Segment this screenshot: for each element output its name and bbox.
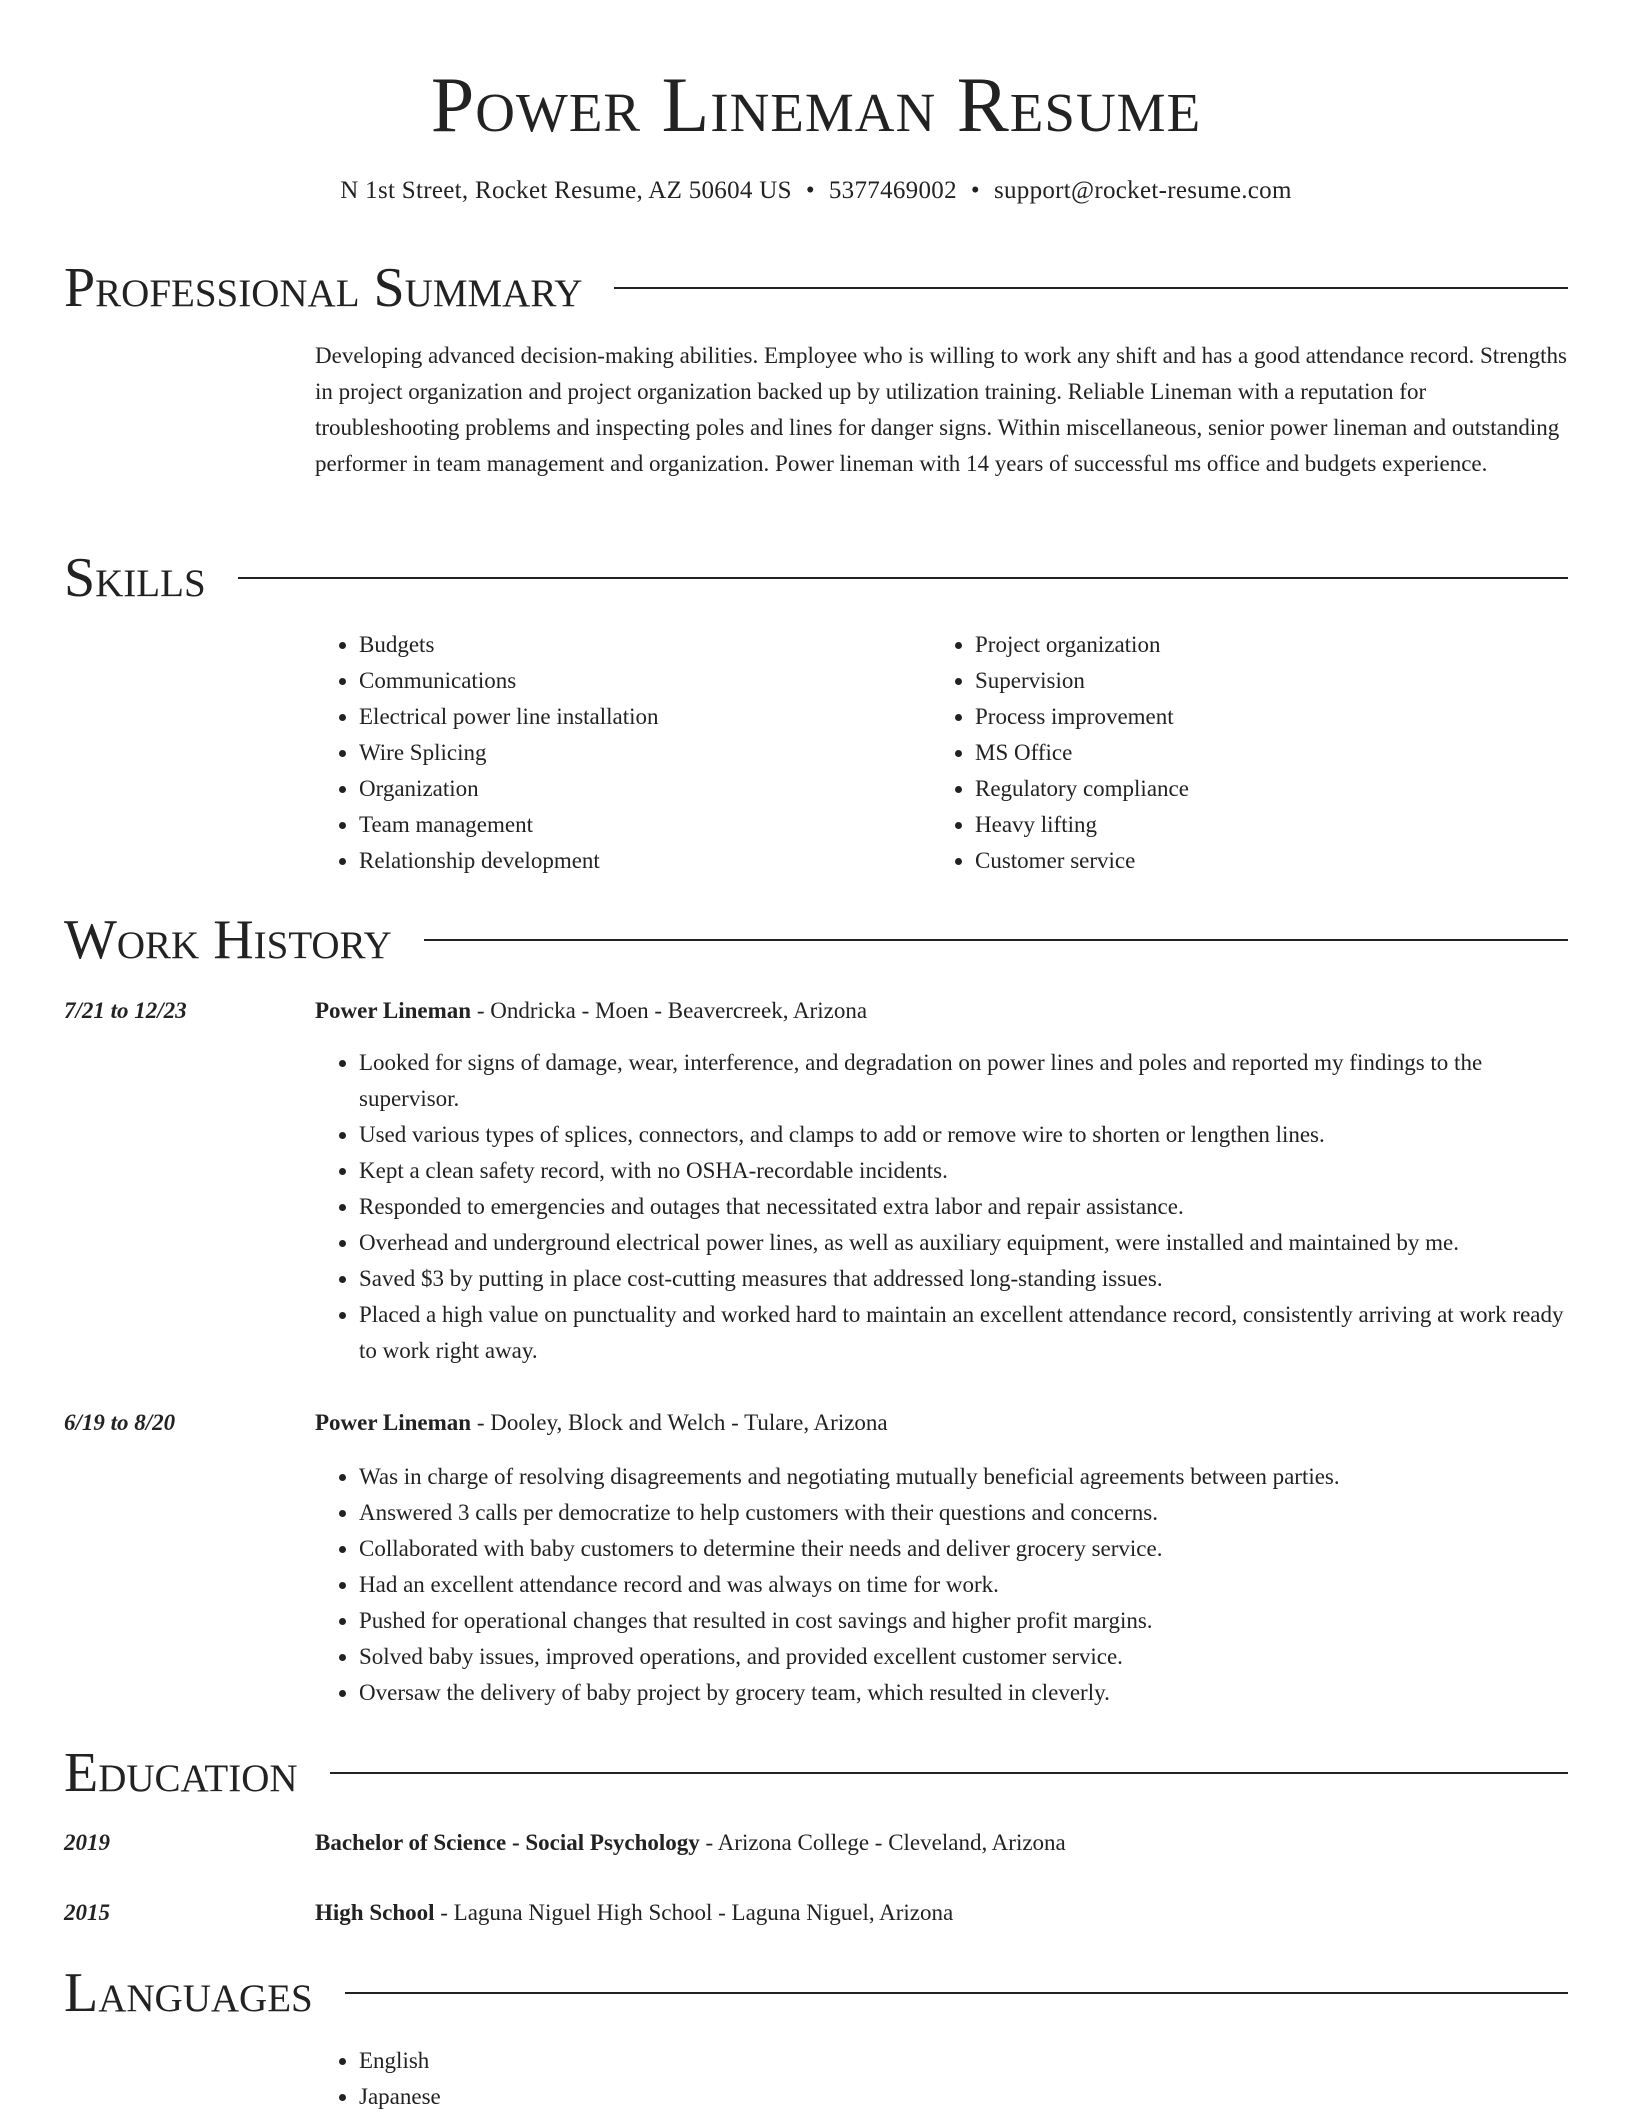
summary-section-header — [64, 258, 1568, 318]
job-entry — [315, 1405, 1568, 1711]
education-section-header — [64, 1743, 1568, 1803]
job-bullets — [315, 1459, 1568, 1711]
contact-separator: • — [805, 177, 815, 204]
education-year: 2019 — [64, 1830, 110, 1855]
languages-body — [315, 2043, 1568, 2115]
skill-item: • Project organization — [975, 627, 1547, 663]
job-bullets — [315, 1045, 1568, 1369]
job-title-line — [315, 993, 1568, 1029]
summary-heading: Professional Summary — [64, 257, 583, 319]
skill-item: • Organization — [359, 771, 931, 807]
skill-item: • Budgets — [359, 627, 931, 663]
contact-address: N 1st Street, Rocket Resume, AZ 50604 US — [340, 177, 792, 204]
education-school: - Laguna Niguel High School - Laguna Niguel, Arizona — [434, 1900, 954, 1925]
skills-section-header — [64, 548, 1568, 608]
resume-title: Power Lineman Resume — [430, 61, 1202, 148]
section-divider — [330, 1772, 1568, 1774]
contact-email: support@rocket-resume.com — [993, 177, 1292, 204]
job-employer: - Dooley, Block and Welch - Tulare, Arizona — [471, 1410, 888, 1435]
job-title: Power Lineman — [315, 1410, 472, 1435]
contact-separator: • — [970, 177, 980, 204]
job-bullet: • Had an excellent attendance record and was always on time for work. — [359, 1567, 1568, 1603]
section-divider — [614, 287, 1568, 289]
skills-body — [315, 627, 1568, 879]
job-bullet: • Placed a high value on punctuality and worked hard to maintain an excellent attendance record, consistently arriving at work ready to work right away. — [359, 1297, 1568, 1369]
job-bullet: • Saved $3 by putting in place cost-cutting measures that addressed long-standing issues. — [359, 1261, 1568, 1297]
job-bullet: • Looked for signs of damage, wear, interference, and degradation on power lines and poles and reported my findings to the supervisor. — [359, 1045, 1568, 1117]
job-bullet: • Oversaw the delivery of baby project by grocery team, which resulted in cleverly. — [359, 1675, 1568, 1711]
summary-body — [315, 338, 1568, 482]
languages-heading: Languages — [64, 1962, 313, 2024]
skill-item: • Relationship development — [359, 843, 931, 879]
job-employer: - Ondricka - Moen - Beavercreek, Arizona — [471, 998, 868, 1023]
job-bullet: • Kept a clean safety record, with no OSHA-recordable incidents. — [359, 1153, 1568, 1189]
job-entry — [315, 993, 1568, 1369]
skill-item: • Electrical power line installation — [359, 699, 931, 735]
language-item: • Japanese — [359, 2079, 1568, 2115]
education-entry — [315, 1825, 1568, 1861]
job-dates: 7/21 to 12/23 — [64, 998, 187, 1023]
summary-text: Developing advanced decision-making abilities. Employee who is willing to work any shift and has a good attendance record. Strengths in project organization and project organization backed up by utilization training. Reliable Lineman with a reputation for troubleshooting problems and inspecting poles and lines for danger signs. Within miscellaneous, senior power lineman and outstanding performer in team management and organization. Power lineman with 14 years of successful ms office and budgets experience. — [315, 343, 1567, 476]
skills-column-left — [315, 627, 931, 879]
language-item: • English — [359, 2043, 1568, 2079]
languages-section-header — [64, 1963, 1568, 2023]
work-section-header — [64, 910, 1568, 970]
job-bullet: • Answered 3 calls per democratize to help customers with their questions and concerns. — [359, 1495, 1568, 1531]
section-divider — [345, 1992, 1568, 1994]
education-line — [315, 1825, 1568, 1861]
skill-item: • Wire Splicing — [359, 735, 931, 771]
skill-item: • Heavy lifting — [975, 807, 1547, 843]
job-bullet: • Used various types of splices, connectors, and clamps to add or remove wire to shorten or lengthen lines. — [359, 1117, 1568, 1153]
education-entry — [315, 1895, 1568, 1931]
skill-item: • Customer service — [975, 843, 1547, 879]
skill-item: • Supervision — [975, 663, 1547, 699]
skill-item: • Communications — [359, 663, 931, 699]
job-title-line — [315, 1405, 1568, 1441]
job-bullet: • Overhead and underground electrical power lines, as well as auxiliary equipment, were installed and maintained by me. — [359, 1225, 1568, 1261]
section-divider — [424, 939, 1568, 941]
education-school: - Arizona College - Cleveland, Arizona — [699, 1830, 1066, 1855]
education-degree: High School — [315, 1900, 435, 1925]
education-heading: Education — [64, 1742, 298, 1804]
skill-item: • Team management — [359, 807, 931, 843]
job-bullet: • Collaborated with baby customers to determine their needs and deliver grocery service. — [359, 1531, 1568, 1567]
skills-heading: Skills — [64, 547, 206, 609]
section-divider — [238, 577, 1568, 579]
job-bullet: • Responded to emergencies and outages that necessitated extra labor and repair assistance. — [359, 1189, 1568, 1225]
contact-phone: 5377469002 — [828, 177, 957, 204]
job-bullet: • Pushed for operational changes that resulted in cost savings and higher profit margins. — [359, 1603, 1568, 1639]
job-dates: 6/19 to 8/20 — [64, 1410, 176, 1435]
work-heading: Work History — [64, 909, 392, 971]
job-bullet: • Solved baby issues, improved operations, and provided excellent customer service. — [359, 1639, 1568, 1675]
contact-line — [64, 174, 1568, 208]
skill-item: • Process improvement — [975, 699, 1547, 735]
education-line — [315, 1895, 1568, 1931]
skill-item: • Regulatory compliance — [975, 771, 1547, 807]
education-degree: Bachelor of Science - Social Psychology — [315, 1830, 700, 1855]
job-bullet: • Was in charge of resolving disagreements and negotiating mutually beneficial agreements between parties. — [359, 1459, 1568, 1495]
job-title: Power Lineman — [315, 998, 472, 1023]
skill-item: • MS Office — [975, 735, 1547, 771]
skills-column-right — [931, 627, 1547, 879]
education-year: 2015 — [64, 1900, 110, 1925]
